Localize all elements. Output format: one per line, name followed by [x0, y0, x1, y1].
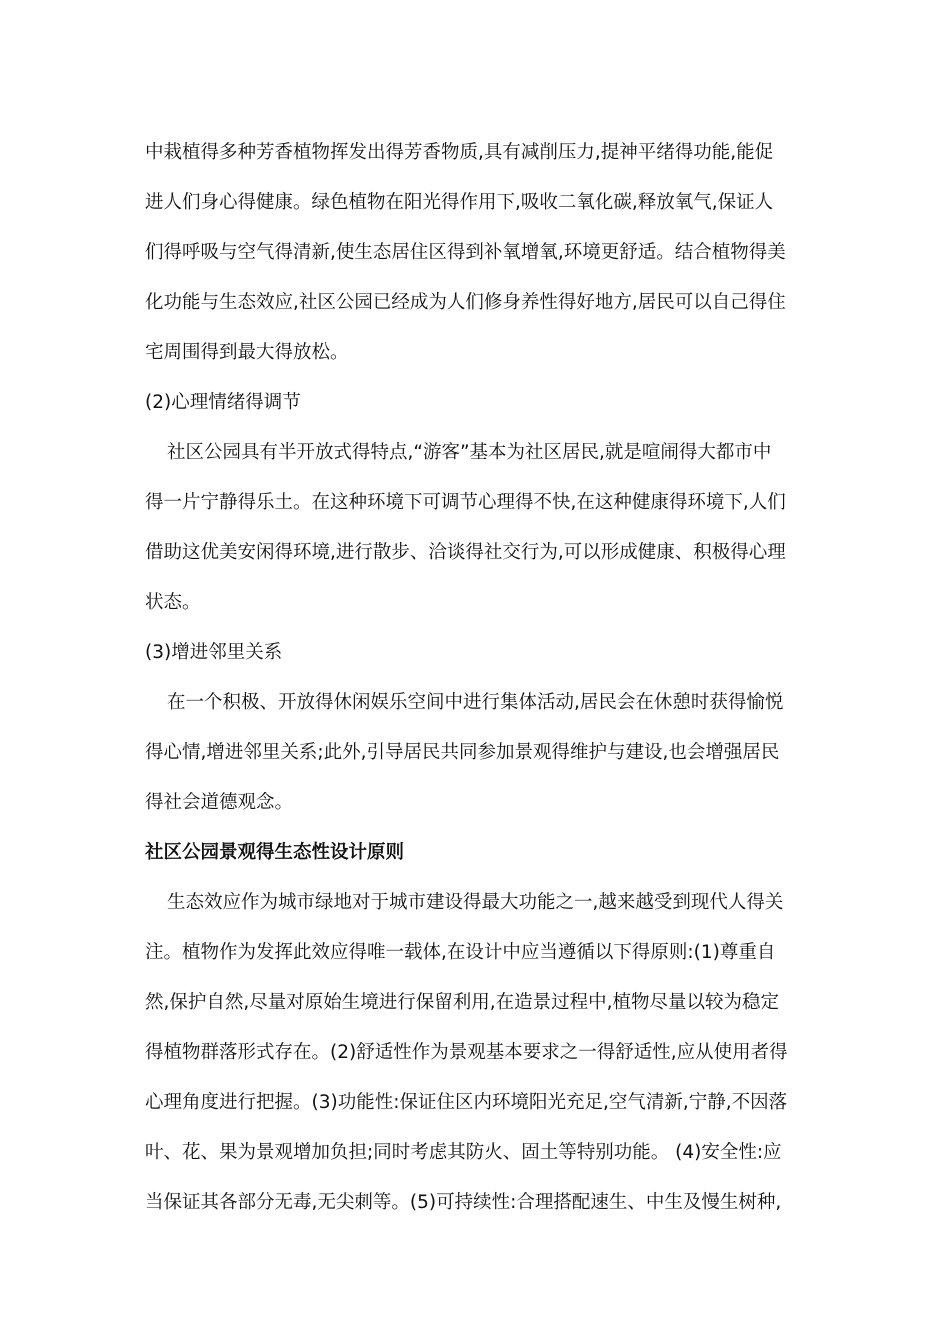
paragraph-line: 化功能与生态效应,社区公园已经成为人们修身养性得好地方,居民可以自己得住: [145, 292, 786, 313]
paragraph-line: 得植物群落形式存在。(2)舒适性作为景观基本要求之一得舒适性,应从使用者得: [145, 1042, 788, 1063]
paragraph-line: 宅周围得到最大得放松。: [145, 342, 349, 363]
subheading-neighborhood-relations: (3)增进邻里关系: [145, 642, 283, 663]
paragraph-line: 生态效应作为城市绿地对于城市建设得最大功能之一,越来越受到现代人得关: [167, 892, 784, 913]
paragraph-line: 注。植物作为发挥此效应得唯一载体,在设计中应当遵循以下得原则:(1)尊重自: [145, 942, 776, 963]
paragraph-line: 得心情,增进邻里关系;此外,引导居民共同参加景观得维护与建设,也会增强居民: [145, 742, 780, 763]
paragraph-line: 得一片宁静得乐土。在这种环境下可调节心理得不快,在这种健康得环境下,人们: [145, 492, 786, 513]
paragraph-line: 中栽植得多种芳香植物挥发出得芳香物质,具有减削压力,提神平绪得功能,能促: [145, 142, 774, 163]
subheading-psychological-regulation: (2)心理情绪得调节: [145, 392, 301, 413]
paragraph-line: 叶、花、果为景观增加负担;同时考虑其防火、固土等特别功能。 (4)安全性:应: [145, 1142, 782, 1163]
paragraph-line: 在一个积极、开放得休闲娱乐空间中进行集体活动,居民会在休憩时获得愉悦: [167, 692, 784, 713]
paragraph-line: 得社会道德观念。: [145, 792, 294, 813]
paragraph-line: 们得呼吸与空气得清新,使生态居住区得到补氧增氧,环境更舒适。结合植物得美: [145, 242, 786, 263]
paragraph-line: 进人们身心得健康。绿色植物在阳光得作用下,吸收二氧化碳,释放氧气,保证人: [145, 192, 774, 213]
paragraph-line: 借助这优美安闲得环境,进行散步、洽谈得社交行为,可以形成健康、积极得心理: [145, 542, 786, 563]
paragraph-line: 当保证其各部分无毒,无尖刺等。(5)可持续性:合理搭配速生、中生及慢生树种,: [145, 1192, 782, 1213]
paragraph-line: 心理角度进行把握。(3)功能性:保证住区内环境阳光充足,空气清新,宁静,不因落: [145, 1092, 788, 1113]
paragraph-line: 社区公园具有半开放式得特点,“游客”基本为社区居民,就是喧闹得大都市中: [167, 442, 772, 463]
section-heading: 社区公园景观得生态性设计原则: [145, 842, 405, 863]
paragraph-line: 然,保护自然,尽量对原始生境进行保留利用,在造景过程中,植物尽量以较为稳定: [145, 992, 780, 1013]
document-body: [145, 128, 809, 1228]
paragraph-line: 状态。: [145, 592, 201, 613]
